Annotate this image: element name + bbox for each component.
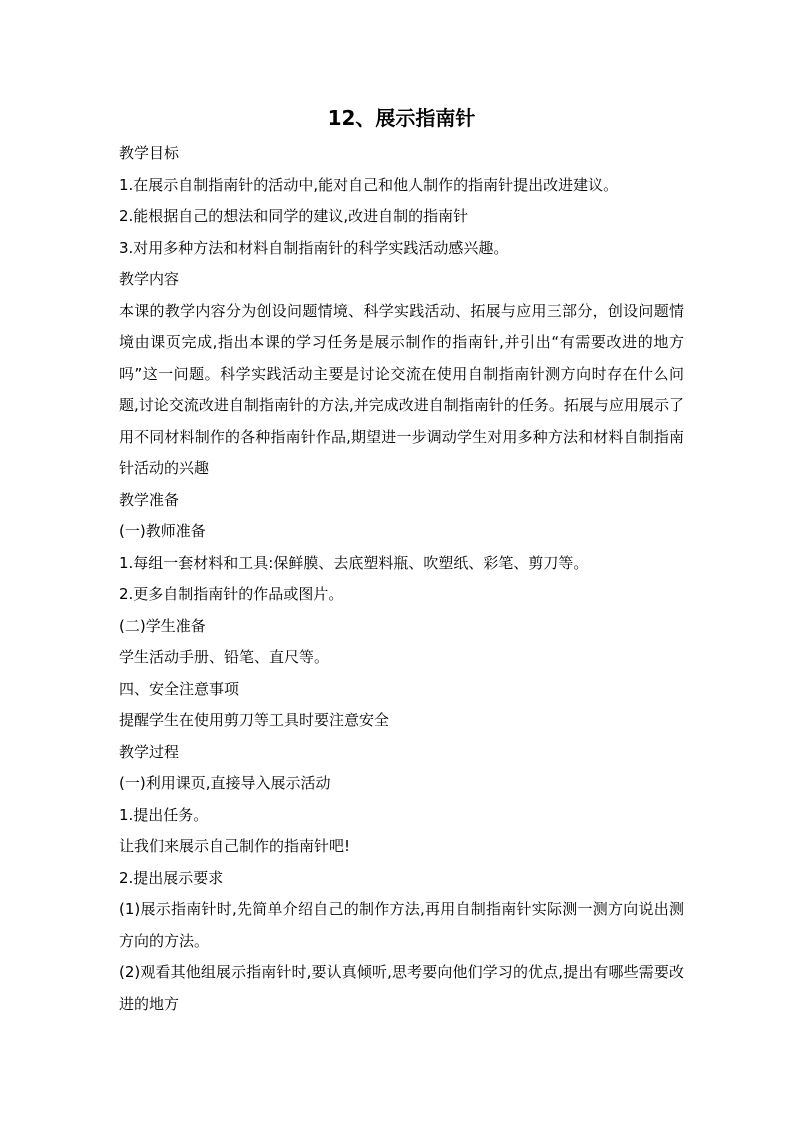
heading-safety: 四、安全注意事项	[119, 679, 240, 698]
task-heading: 1.提出任务。	[119, 805, 209, 824]
content-paragraph: 本课的教学内容分为创设问题情境、科学实践活动、拓展与应用三部分，创设问题情境由课页完成,指出本课的学习任务是展示制作的指南针,并引出“有需要改进的地方吗”这一问题。科学实践活动主要是讨论交流在使用自制指南针测方向时存在什么问题,讨论交流改进自制指南针的方法,并完成改进自制指南针的任务。拓展与应用展示了用不同材料制作的各种指南针作品,期望进一步调动学生对用多种方法和材料自制指南针活动的兴趣	[119, 301, 684, 477]
document-page	[119, 98, 684, 1020]
task-text: 让我们来展示自己制作的指南针吧!	[119, 837, 351, 855]
requirements-heading: 2.提出展示要求	[119, 868, 224, 887]
safety-note: 提醒学生在使用剪刀等工具时要注意安全	[119, 711, 390, 729]
process-step-1-heading: (一)利用课页,直接导入展示活动	[119, 774, 331, 792]
requirement-1: (1)展示指南针时,先简单介绍自己的制作方法,再用自制指南针实际测一测方向说出测方向的方法。	[119, 900, 684, 950]
heading-objectives: 教学目标	[119, 144, 180, 162]
objective-1: 1.在展示自制指南针的活动中,能对自己和他人制作的指南针提出改进建议。	[119, 175, 619, 194]
heading-content: 教学内容	[119, 270, 180, 288]
document-title: 12、展示指南针	[327, 106, 476, 130]
teacher-prep-1: 1.每组一套材料和工具:保鲜膜、去底塑料瓶、吹塑纸、彩笔、剪刀等。	[119, 553, 589, 572]
requirement-2: (2)观看其他组展示指南针时,要认真倾听,思考要向他们学习的优点,提出有哪些需要改进的地方	[119, 963, 684, 1013]
student-prep-heading: (二)学生准备	[119, 616, 206, 635]
teacher-prep-heading: (一)教师准备	[119, 522, 206, 540]
student-prep-items: 学生活动手册、铅笔、直尺等。	[119, 648, 330, 666]
heading-process: 教学过程	[119, 742, 180, 761]
heading-preparation: 教学准备	[119, 490, 180, 509]
teacher-prep-2: 2.更多自制指南针的作品或图片。	[119, 585, 344, 603]
objective-2: 2.能根据自己的想法和同学的建议,改进自制的指南针	[119, 207, 469, 225]
objective-3: 3.对用多种方法和材料自制指南针的科学实践活动感兴趣。	[119, 238, 509, 257]
